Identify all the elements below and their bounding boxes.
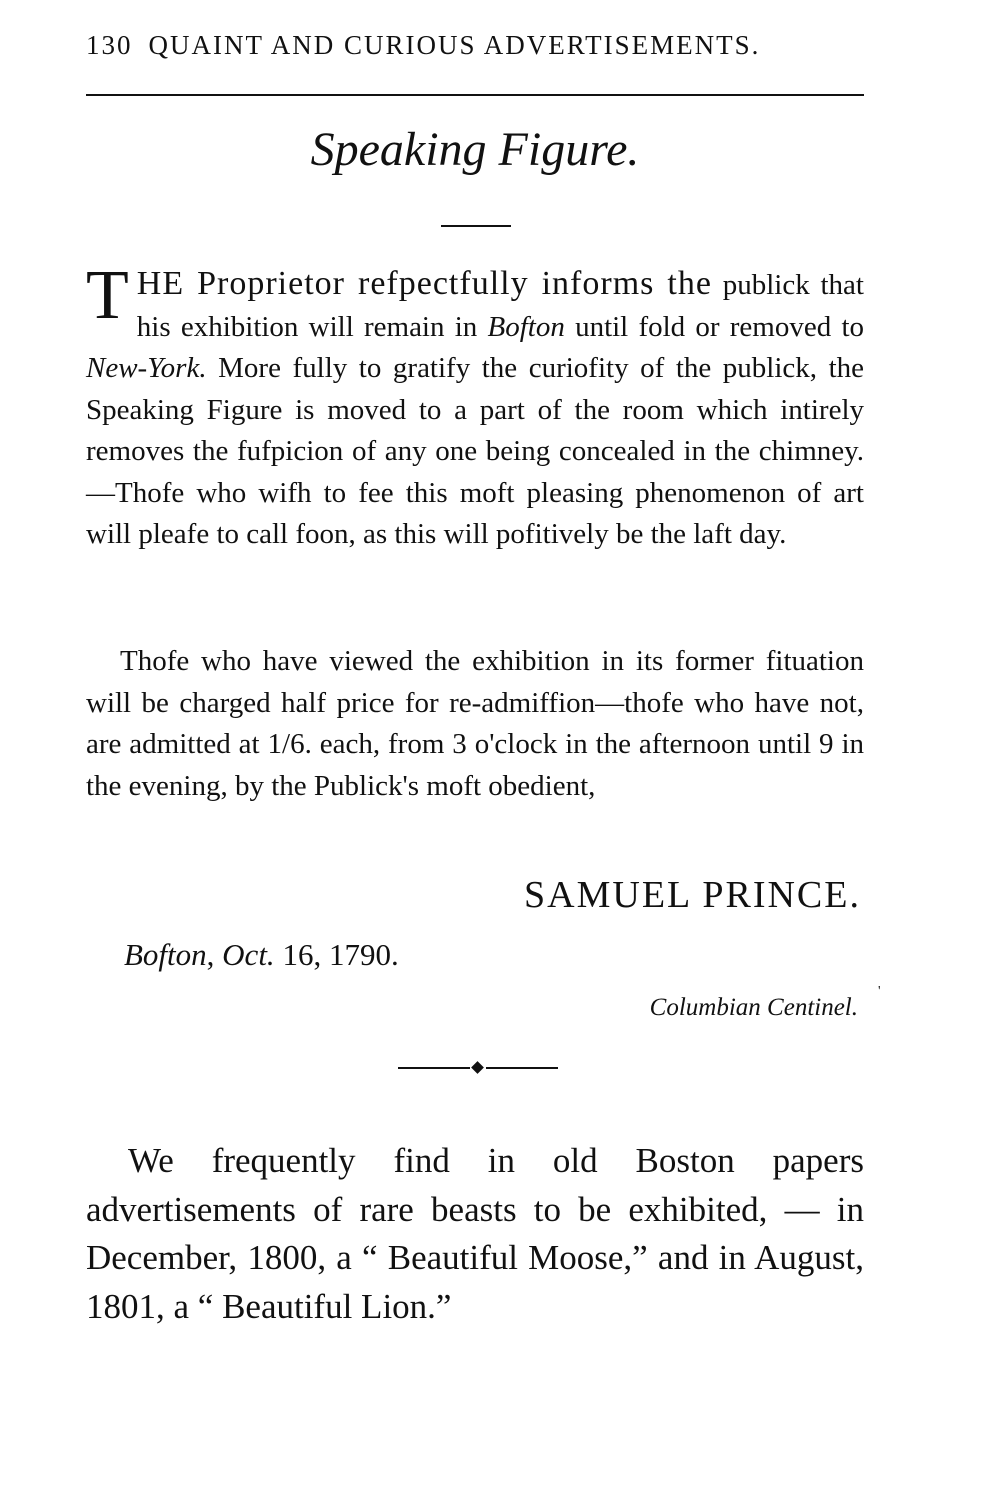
dateline-date: 16, 1790. bbox=[274, 937, 399, 972]
place-boston: Bofton bbox=[487, 310, 565, 343]
advertisement-title: Speaking Figure. bbox=[310, 123, 640, 176]
dateline-place: Bofton bbox=[124, 937, 207, 972]
diamond-icon bbox=[471, 1061, 484, 1074]
drop-cap: T bbox=[86, 257, 129, 334]
source-citation: Columbian Centinel. bbox=[649, 994, 858, 1021]
header-rule bbox=[86, 94, 864, 96]
place-new-york: New-York. bbox=[86, 352, 207, 384]
source-mark: ' bbox=[878, 984, 881, 999]
para1-text-1: publick that his exhibition will remain in bbox=[136, 269, 864, 343]
advertisement-paragraph-1 bbox=[86, 257, 864, 556]
para1-text-2: until fold or removed to bbox=[564, 310, 864, 343]
page-number: 130 bbox=[86, 30, 133, 60]
dateline-sep: , bbox=[206, 937, 223, 972]
advertisement-paragraph-2: Thofe who have viewed the exhibition in its former fituation will be charged half price for re-admiffion—thofe who have not, are admitted at 1/6. each, from 3 o'clock in the afternoon until 9 in the evening, by the Publick's moft obedient, bbox=[86, 645, 864, 802]
ornament-line-left bbox=[398, 1067, 470, 1069]
signature: SAMUEL PRINCE. bbox=[524, 874, 861, 916]
section-ornament bbox=[398, 1060, 558, 1076]
dateline bbox=[124, 937, 399, 973]
ornament-line-right bbox=[486, 1067, 558, 1069]
dateline-month: Oct. bbox=[222, 937, 275, 972]
commentary-paragraph: We frequently find in old Boston papers advertisements of rare beasts to be exhibited, — in December, 1800, a “ Beautiful Moose,” and in August, 1801, a “ Beautiful Lion.” bbox=[86, 1141, 864, 1326]
running-head bbox=[86, 30, 866, 61]
running-title: QUAINT AND CURIOUS ADVERTISEMENTS. bbox=[148, 30, 761, 60]
title-rule bbox=[441, 225, 511, 227]
para1-text-3: More fully to gratify the curiofity of the publick, the Speaking Figure is moved to a part of the room which intirely removes the fufpicion of any one being concealed in the chimney.—Thofe who wifh to fee this moft pleasing phenomenon of art will pleafe to call foon, as this will pofitively be the laft day. bbox=[86, 352, 864, 550]
lead-in: HE Proprietor refpectfully informs the bbox=[136, 265, 712, 302]
